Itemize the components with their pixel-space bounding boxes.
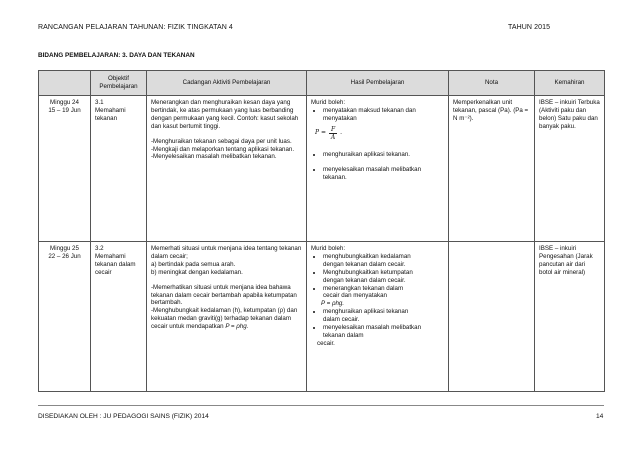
activity-text: Memerhati situasi untuk menjana idea tentang tekanan dalam cecair; (151, 245, 302, 260)
skill-cell (535, 96, 605, 242)
list-item-text: menerangkan tekanan dalam (323, 284, 404, 292)
week-cell (39, 96, 91, 242)
week-label: Minggu 24 (50, 99, 79, 106)
outcome-list (311, 166, 444, 182)
objective-number: 3.1 (95, 99, 104, 106)
activity-list-item: a) bertindak pada semua arah. (151, 260, 236, 268)
table-row (39, 242, 605, 392)
header-skill: Kemahiran (535, 71, 605, 96)
list-item-text: tekanan dalam (323, 331, 364, 339)
outcome-tail: cecair. (317, 339, 335, 347)
activities-cell (147, 242, 307, 392)
list-item-text: Menghubungkaitkan ketumpatan (323, 268, 413, 276)
formula-numerator: F (330, 125, 336, 133)
activity-list-item: b) meningkat dengan kedalaman. (151, 268, 243, 276)
outcome-intro: Murid boleh: (311, 99, 346, 106)
outcome-intro: Murid boleh: (311, 245, 346, 252)
formula-denominator: A (330, 133, 336, 141)
header-outcomes: Hasil Pembelajaran (307, 71, 449, 96)
formula-fraction (329, 126, 337, 141)
activity-text: -Menghuraikan tekanan sebagai daya per unit luas. (151, 137, 292, 145)
section-title: BIDANG PEMBELAJARAN: 3. DAYA DAN TEKANAN (38, 52, 195, 59)
activities-cell (147, 96, 307, 242)
list-item-text: dalam cecair. (323, 316, 360, 324)
list-item-text: dengan tekanan dalam cecair. (323, 260, 406, 268)
outcome-list (311, 253, 444, 300)
header-objective: Objektif Pembelajaran (91, 71, 147, 96)
lesson-plan-table (38, 70, 605, 392)
outcomes-cell (307, 96, 449, 242)
objective-line: Memahami (95, 106, 126, 114)
activity-text: Menerangkan dan menghuraikan kesan daya yang bertindak, ke atas permukaan yang luas berbanding dengan permukaan yang kecil. Contoh: kasut sekolah dan kasut bertumit tinggi. (151, 99, 299, 130)
header-note: Nota (449, 71, 535, 96)
note-text: Memperkenalkan unit tekanan, pascal (Pa). (Pa = N m⁻²). (453, 99, 529, 122)
list-item-text: cecair dan menyatakan (323, 292, 387, 300)
list-item (323, 269, 444, 285)
list-item (323, 324, 444, 340)
page-number: 14 (596, 413, 604, 420)
list-item (323, 285, 444, 301)
list-item-text: menyelesaikan masalah melibatkan (323, 324, 422, 332)
outcome-formula: P = ρhg. (321, 300, 345, 308)
outcome-list (311, 308, 444, 340)
skill-text: IBSE – inkuiri Terbuka (Aktiviti paku dan belon) Satu paku dan banyak paku. (539, 99, 600, 130)
list-item: • menyatakan maksud tekanan dan menyatakan (323, 107, 444, 123)
list-item-text: menghubungkaitkan kedalaman (323, 252, 411, 260)
activity-text: -Menyelesaikan masalah melibatkan tekanan. (151, 153, 277, 161)
activity-text-part: -Menghubungkait kedalaman (h), ketumpatan (ρ) dan kekuatan medan graviti(g) terhadap tekanan dalam cecair untuk mendapatkan (151, 307, 298, 331)
objective-line: cecair (95, 268, 112, 276)
week-cell (39, 242, 91, 392)
note-cell (449, 96, 535, 242)
footer-credit: DISEDIAKAN OLEH : JU PEDAGOGI SAINS (FIZIK) 2014 (38, 413, 209, 420)
note-cell (449, 242, 535, 392)
formula-tail: . (340, 129, 343, 137)
list-item-text: menghuraikan aplikasi tekanan (323, 308, 409, 316)
table-row (39, 96, 605, 242)
list-item: • menghuraikan aplikasi tekanan. (323, 151, 444, 159)
list-item: • menyelesaikan masalah melibatkan tekanan. (323, 166, 444, 182)
outcomes-cell (307, 242, 449, 392)
objective-cell (91, 242, 147, 392)
table-header-row (39, 71, 605, 96)
skill-cell (535, 242, 605, 392)
list-item (323, 253, 444, 269)
objective-line: tekanan dalam (95, 260, 136, 268)
week-label: Minggu 25 (50, 245, 79, 252)
objective-cell (91, 96, 147, 242)
header-activities: Cadangan Aktiviti Pembelajaran (147, 71, 307, 96)
objective-number: 3.2 (95, 245, 104, 252)
outcome-list (311, 151, 444, 159)
footer-divider (38, 405, 604, 406)
activity-text: -Memerhatikan situasi untuk menjana idea bahawa tekanan dalam cecair bertambah apabila ketumpatan bertambah. (151, 283, 297, 307)
list-item-text: dengan tekanan dalam cecair. (323, 276, 406, 284)
pressure-formula (315, 126, 342, 141)
header-year: TAHUN 2015 (508, 24, 551, 31)
week-dates: 15 – 19 Jun (48, 106, 81, 114)
header-week (39, 71, 91, 96)
objective-line: Memahami (95, 252, 126, 260)
list-item (323, 308, 444, 324)
week-dates: 22 – 26 Jun (48, 252, 81, 260)
skill-text: IBSE – inkuiri Pengesahan (Jarak pancutan air dari botol air mineral) (539, 245, 593, 276)
activity-text: -Mengkaji dan melaporkan tentang aplikasi tekanan. (151, 145, 295, 153)
outcome-list (311, 107, 444, 123)
header-title: RANCANGAN PELAJARAN TAHUNAN: FIZIK TINGKATAN 4 (38, 24, 233, 31)
activity-formula: P = ρhg. (225, 323, 249, 331)
objective-line: tekanan (95, 114, 118, 122)
formula-lhs: P = (315, 129, 326, 137)
activity-text (151, 307, 302, 331)
